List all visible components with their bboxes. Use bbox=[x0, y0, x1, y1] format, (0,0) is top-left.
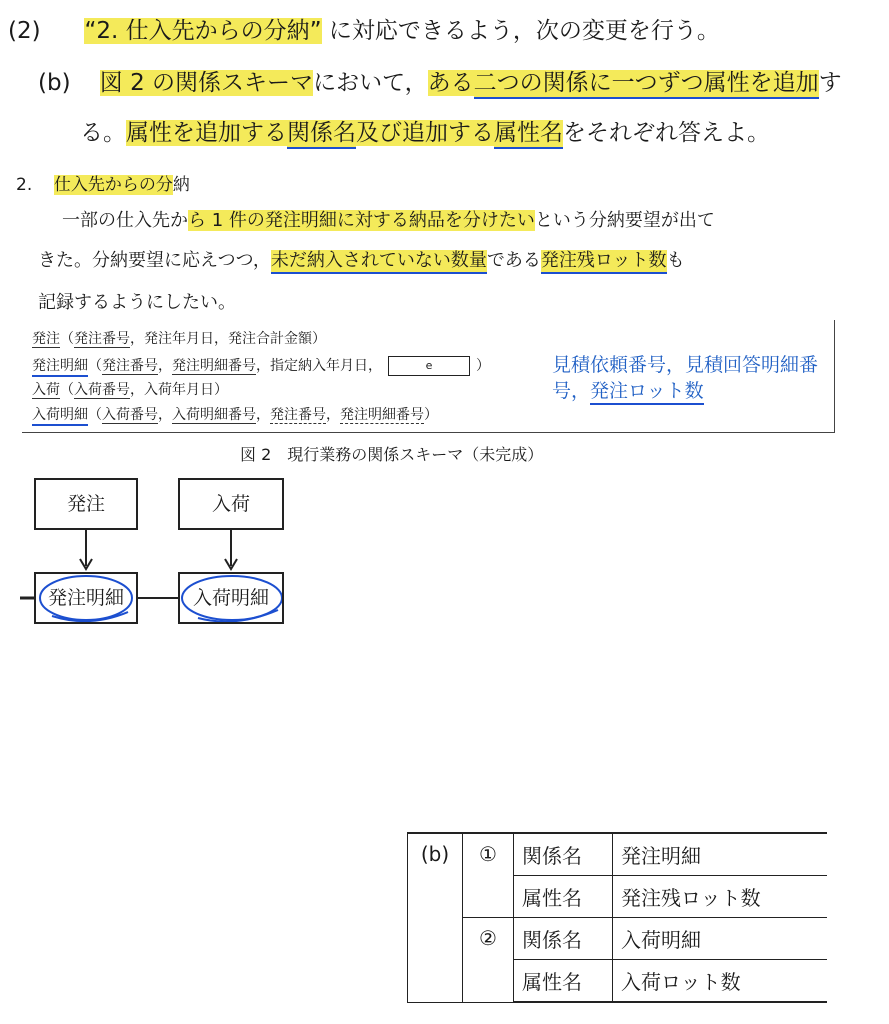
answer-label: 関係名 bbox=[514, 918, 613, 960]
answer-number-2: ② bbox=[463, 918, 514, 1003]
relation-name: 入荷明細 bbox=[32, 407, 88, 426]
highlight-text: 属性を追加する bbox=[126, 120, 287, 146]
entity-hacchu-meisai: 発注明細 bbox=[34, 572, 138, 624]
handwritten-text: 号， bbox=[552, 380, 591, 402]
highlight-figure-ref: 図 2 の関係スキーマ bbox=[99, 70, 314, 96]
paragraph-text: という分納要望が出て bbox=[534, 210, 715, 231]
answer-value: 入荷ロット数 bbox=[613, 960, 828, 1003]
section-title-text: 納 bbox=[172, 175, 190, 195]
handwritten-underlined-text: 発注ロット数 bbox=[590, 380, 704, 405]
primary-key: 入荷番号 bbox=[74, 382, 130, 398]
question-number: (2) bbox=[8, 18, 41, 44]
separator: ， bbox=[158, 358, 172, 374]
section-paragraph-line-3: 記録するようにしたい。 bbox=[38, 292, 236, 313]
primary-key: 発注明細番号 bbox=[172, 358, 256, 374]
primary-key: 発注番号 bbox=[74, 331, 130, 347]
underlined-highlight-text: 発注残ロット数 bbox=[541, 250, 667, 274]
question-text: す bbox=[818, 70, 842, 96]
primary-key: 発注番号 bbox=[102, 358, 158, 374]
primary-key: 入荷明細番号 bbox=[172, 407, 256, 423]
answer-value: 入荷明細 bbox=[613, 918, 828, 960]
question-text: る。 bbox=[80, 120, 126, 146]
primary-key: 入荷番号 bbox=[102, 407, 158, 423]
answer-label: 関係名 bbox=[514, 833, 613, 876]
paren: （ bbox=[88, 407, 102, 423]
subquestion-number: (b) bbox=[38, 70, 71, 96]
answer-value: 発注明細 bbox=[613, 833, 828, 876]
entity-hacchu: 発注 bbox=[34, 478, 138, 530]
relation-name: 発注 bbox=[32, 331, 60, 347]
attributes: ，指定納入年月日， bbox=[256, 358, 382, 374]
figure-caption: 図 2 現行業務の関係スキーマ（未完成） bbox=[240, 445, 544, 464]
relation-name: 発注明細 bbox=[32, 358, 88, 377]
question-text: をそれぞれ答えよ。 bbox=[563, 120, 770, 146]
answer-part-label: (b) bbox=[408, 833, 463, 1002]
paragraph-text: である bbox=[486, 250, 541, 271]
paren: （ bbox=[60, 382, 74, 398]
underlined-highlight-text: 二つの関係に一つずつ属性を追加 bbox=[474, 70, 819, 99]
attributes: ，入荷年月日） bbox=[130, 382, 228, 398]
paren: （ bbox=[60, 331, 74, 347]
paragraph-text: きた。分納要望に応えつつ， bbox=[38, 250, 271, 271]
question-text: において， bbox=[313, 70, 428, 96]
highlight-text: ら 1 件の発注明細に対する納品を分けたい bbox=[188, 210, 535, 231]
answer-number-1: ① bbox=[463, 833, 514, 918]
paren: ） bbox=[476, 358, 490, 374]
paren: （ bbox=[88, 358, 102, 374]
highlight-text: 仕入先からの分 bbox=[53, 175, 173, 195]
table-row bbox=[408, 918, 828, 960]
answer-table bbox=[407, 832, 827, 1003]
foreign-key: 発注番号 bbox=[270, 407, 326, 423]
foreign-key: 発注明細番号 bbox=[340, 407, 424, 423]
question-text: に対応できるよう，次の変更を行う。 bbox=[328, 18, 720, 44]
answer-value: 発注残ロット数 bbox=[613, 876, 828, 918]
separator: ， bbox=[326, 407, 340, 423]
relation-name: 入荷 bbox=[32, 382, 60, 398]
entity-nyuka: 入荷 bbox=[178, 478, 284, 530]
paren: ） bbox=[424, 407, 438, 423]
paragraph-text: 一部の仕入先か bbox=[62, 210, 188, 231]
answer-label: 属性名 bbox=[514, 876, 613, 918]
underlined-highlight-text: 未だ納入されていない数量 bbox=[271, 250, 487, 274]
answer-label: 属性名 bbox=[514, 960, 613, 1003]
underlined-highlight-text: 属性名 bbox=[494, 120, 563, 149]
entity-nyuka-meisai: 入荷明細 bbox=[178, 572, 284, 624]
underlined-highlight-text: 関係名 bbox=[287, 120, 356, 149]
quoted-heading: “2. 仕入先からの分納” bbox=[84, 18, 322, 44]
table-row bbox=[408, 833, 828, 876]
separator: ， bbox=[158, 407, 172, 423]
paragraph-text: も bbox=[666, 250, 685, 271]
highlight-text: 及び追加する bbox=[356, 120, 494, 146]
handwritten-note-line-1: 見積依頼番号，見積回答明細番 bbox=[552, 354, 819, 376]
separator: ， bbox=[256, 407, 270, 423]
attributes: ，発注年月日，発注合計金額） bbox=[130, 331, 326, 347]
highlight-text: ある bbox=[427, 70, 474, 96]
blank-e: e bbox=[388, 356, 470, 376]
section-number: 2. bbox=[16, 175, 33, 195]
